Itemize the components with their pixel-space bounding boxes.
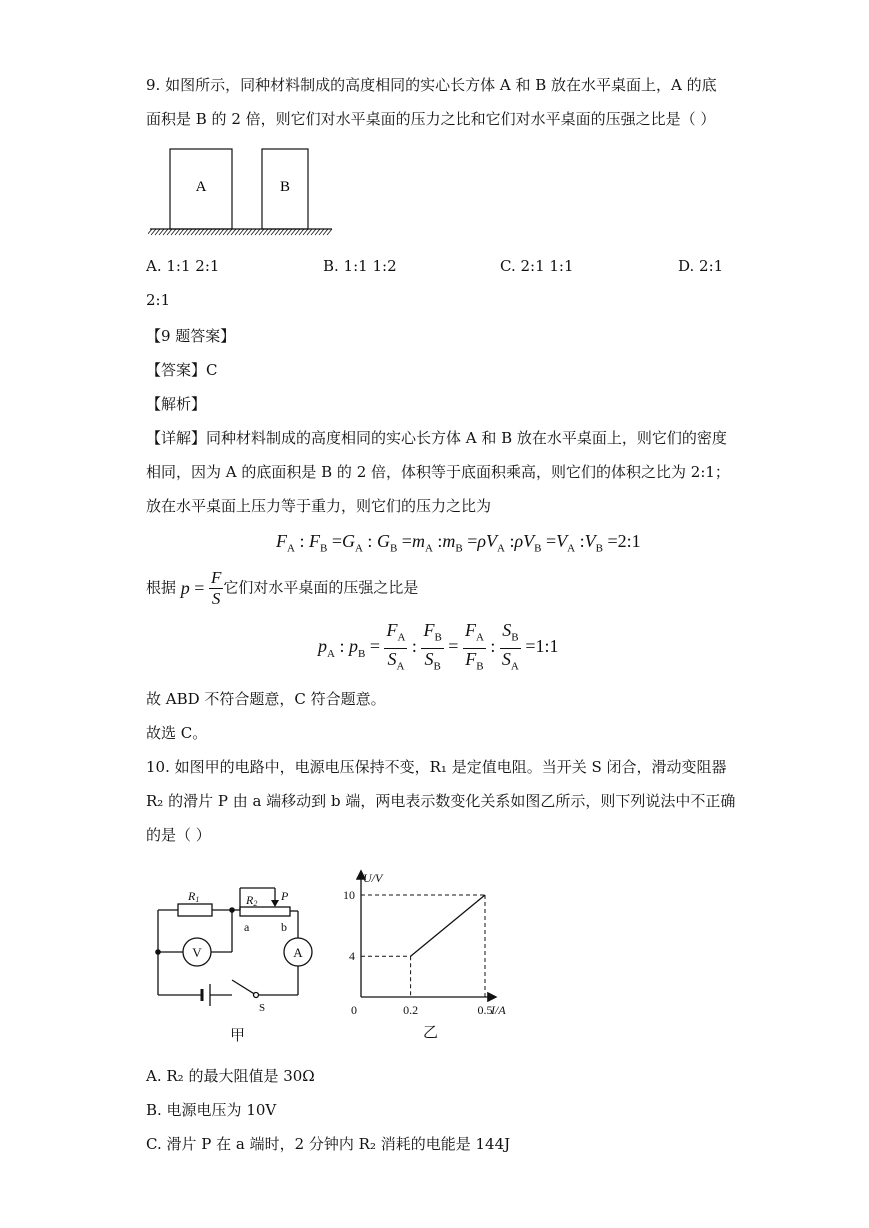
p-label: P <box>281 889 289 903</box>
graph-caption: 乙 <box>423 1023 439 1041</box>
q10-stem-line1: 10. 如图甲的电路中，电源电压保持不变，R₁ 是定值电阻。当开关 S 闭合，滑动变阻器 <box>146 758 727 776</box>
q9-detail-line3: 放在水平桌面上压力等于重力，则它们的压力之比为 <box>146 497 492 515</box>
resistor-r1 <box>178 904 212 916</box>
q10-option-a: A. R₂ 的最大阻值是 30Ω <box>146 1067 315 1085</box>
q9-detail-line2: 相同，因为 A 的底面积是 B 的 2 倍，体积等于底面积乘高，则它们的体积之比为 2:1； <box>146 463 730 481</box>
q9-option-d: D. 2:1 <box>678 257 724 275</box>
series-line <box>411 895 485 956</box>
q9-option-b: B. 1:1 1:2 <box>323 257 397 275</box>
q9-detail-line1: 【详解】同种材料制成的高度相同的实心长方体 A 和 B 放在水平桌面上，则它们的密度 <box>146 429 727 447</box>
q9-stem-line1: 9. 如图所示，同种材料制成的高度相同的实心长方体 A 和 B 放在水平桌面上，A 的底 <box>146 76 717 94</box>
x-axis-label: I/A <box>491 1003 506 1017</box>
y-axis-label: U/V <box>363 871 383 885</box>
q9-answer: 【答案】C <box>146 361 218 379</box>
q10-option-c: C. 滑片 P 在 a 端时，2 分钟内 R₂ 消耗的电能是 144J <box>146 1135 511 1153</box>
q9-option-a: A. 1:1 2:1 <box>146 257 220 275</box>
r1-label: R1 <box>188 889 200 904</box>
q9-pressure-definition: 根据 p = $\frac{F}{S}$ 它们对水平桌面的压强之比是 <box>146 568 419 608</box>
table-hatching <box>148 229 332 235</box>
ammeter-label: A <box>293 945 303 960</box>
rheostat-r2 <box>240 907 290 916</box>
slider-arrow <box>271 900 279 907</box>
q9-pressure-ratio-formula: $p_A$ : $p_B$ = $\frac{F_A}{S_A}$ : $\frac{F_B}{S_B}$ = $\frac{F_A}{F_B}$ : $\frac{S_B}{S_A}$ =1:1 <box>318 620 559 673</box>
q9-stem-line2: 面积是 B 的 2 倍，则它们对水平桌面的压力之比和它们对水平桌面的压强之比是（ ） <box>146 110 716 128</box>
block-b-label: B <box>279 179 291 195</box>
q9-conclusion-line2: 故选 C。 <box>146 724 208 742</box>
a-terminal-label: a <box>244 920 250 934</box>
voltmeter-label: V <box>192 945 202 960</box>
q9-blocks-figure <box>148 145 334 237</box>
switch-blade <box>232 980 256 995</box>
origin-label: 0 <box>351 1003 357 1017</box>
q9-analysis-label: 【解析】 <box>146 395 207 413</box>
block-a-label: A <box>195 179 207 195</box>
q10-option-b: B. 电源电压为 10V <box>146 1101 277 1119</box>
q9-force-ratio-formula: $F_A$ : $F_B =G_A$ : $G_B =m_A$ $:m_B =\rho V_A$ $:\rho V_B =V_A$ $:V_B$ =2:1 <box>276 531 641 555</box>
y-tick-label: 4 <box>349 949 355 964</box>
x-tick-label: 0.2 <box>403 1003 419 1017</box>
q9-option-c: C. 2:1 1:1 <box>500 257 574 275</box>
y-tick-label: 10 <box>343 888 355 902</box>
x-tick-label: 0.5 <box>477 1003 493 1017</box>
ui-graph <box>335 862 525 1042</box>
q10-stem-line3: 的是（ ） <box>146 826 211 844</box>
q9-option-d-cont: 2:1 <box>146 291 171 309</box>
r2-label: R2 <box>246 893 258 908</box>
switch-label: S <box>259 1002 266 1014</box>
q9-answer-header: 【9 题答案】 <box>146 327 236 345</box>
q9-conclusion-line1: 故 ABD 不符合题意，C 符合题意。 <box>146 690 386 708</box>
b-terminal-label: b <box>281 920 287 934</box>
q10-stem-line2: R₂ 的滑片 P 由 a 端移动到 b 端，两电表示数变化关系如图乙所示，则下列说法中不正确 <box>146 792 736 810</box>
circuit-caption: 甲 <box>230 1026 246 1044</box>
formula-suffix: 它们对水平桌面的压强之比是 <box>223 578 419 597</box>
circuit-diagram <box>150 880 320 1045</box>
formula-prefix: 根据 <box>146 578 177 597</box>
